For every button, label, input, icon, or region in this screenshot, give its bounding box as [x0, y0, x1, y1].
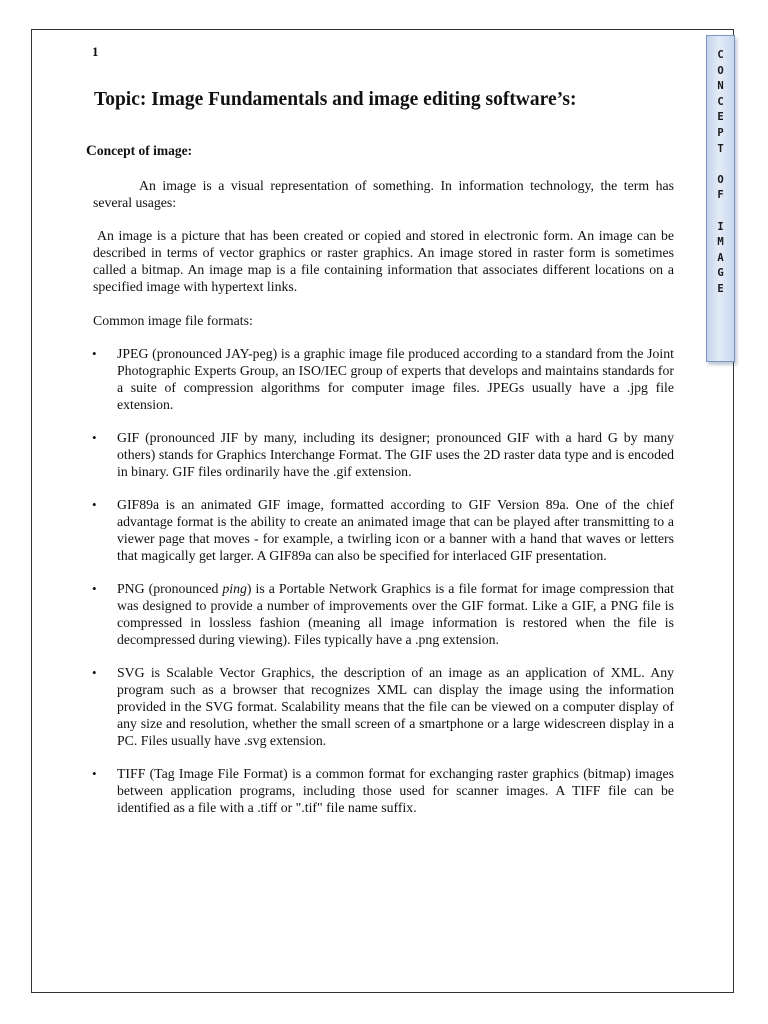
bullet-icon: •	[92, 766, 97, 781]
list-item-emphasis: ping	[222, 581, 247, 596]
page-title: Topic: Image Fundamentals and image editing software’s:	[94, 89, 577, 110]
side-tab-letter: G	[717, 267, 724, 280]
list-item-gif89a	[93, 496, 674, 564]
section-heading-rest: oncept of image:	[96, 143, 193, 158]
list-item-text: GIF89a is an animated GIF image, formatted according to GIF Version 89a. One of the chief advantage format is the ability to create an animated image that can be played after transmitting to a viewer page that moves - for example, a twirling icon or a banner with a hand that waves or letters that magically get larger. A GIF89a can also be specified for interlaced GIF presentation.	[117, 497, 674, 563]
list-item-text: SVG is Scalable Vector Graphics, the description of an image as an application of XML. Any program such as a browser that recognizes XML can display the image using the information provided in the SVG format. Scalability means that the file can be viewed on a computer display of any size and resolution, whether the small screen of a smartphone or a large widescreen display in a PC. Files usually have .svg extension.	[117, 665, 674, 748]
side-tab-letter: M	[717, 236, 724, 249]
intro-paragraph: An image is a visual representation of something. In information technology, the term has several usages:	[93, 178, 674, 210]
side-tab-letter: O	[717, 173, 724, 186]
formats-list	[93, 345, 674, 832]
side-tab-letter: N	[717, 80, 724, 93]
list-item-text: PNG (pronounced	[117, 581, 223, 596]
side-tab-letter: E	[717, 282, 724, 295]
side-tab-letter: C	[717, 95, 724, 108]
formats-intro: Common image file formats:	[93, 313, 253, 328]
side-tab-letter: O	[717, 64, 724, 77]
side-tab-gap	[717, 157, 723, 173]
list-item-jpeg	[93, 345, 674, 413]
side-tab-gap	[717, 204, 723, 220]
definition-paragraph: An image is a picture that has been created or copied and stored in electronic form. An image can be described in terms of vector graphics or raster graphics. An image stored in raster form is sometimes called a bitmap. An image map is a file containing information that associates different locations on a specified image with hypertext links.	[93, 228, 674, 294]
list-item-tiff	[93, 765, 674, 816]
list-item-text: JPEG (pronounced JAY-peg) is a graphic image file produced according to a standard from the Joint Photographic Experts Group, an ISO/IEC group of experts that develops and maintains standards for a suite of compression algorithms for computer image files. JPEGs usually have a .jpg file extension.	[117, 346, 674, 412]
side-tab-letter: T	[717, 142, 724, 155]
bullet-icon: •	[92, 430, 97, 445]
list-item-text: GIF (pronounced JIF by many, including its designer; pronounced GIF with a hard G by many others) stands for Graphics Interchange Format. The GIF uses the 2D raster data type and is encoded in binary. GIF files ordinarily have the .gif extension.	[117, 430, 674, 479]
side-tab-letter: A	[717, 251, 724, 264]
side-tab-concept-of-image	[706, 35, 735, 362]
side-tab-letter: P	[717, 126, 724, 139]
side-tab-letter: C	[717, 49, 724, 61]
bullet-icon: •	[92, 665, 97, 680]
list-item-svg	[93, 664, 674, 749]
bullet-icon: •	[92, 346, 97, 361]
page-number: 1	[92, 44, 99, 59]
side-tab-letter: E	[717, 111, 724, 124]
section-heading-initial: C	[86, 143, 97, 159]
side-tab-letter: F	[717, 189, 724, 202]
bullet-icon: •	[92, 497, 97, 512]
list-item-png	[93, 580, 674, 648]
section-heading	[86, 143, 192, 160]
list-item-gif	[93, 429, 674, 480]
bullet-icon: •	[92, 581, 97, 596]
list-item-text-rest: ) is a Portable Network Graphics is a file format for image compression that was designed to provide a number of improvements over the GIF format. Like a GIF, a PNG file is compressed in lossless fashion (meaning all image information is restored when the file is decompressed during viewing). Files typically have a .png extension.	[117, 581, 674, 647]
side-tab-letter: I	[717, 220, 724, 233]
list-item-text: TIFF (Tag Image File Format) is a common format for exchanging raster graphics (bitmap) images between application programs, including those used for scanner images. A TIFF file can be identified as a file with a .tiff or ".tif" file name suffix.	[117, 766, 674, 815]
